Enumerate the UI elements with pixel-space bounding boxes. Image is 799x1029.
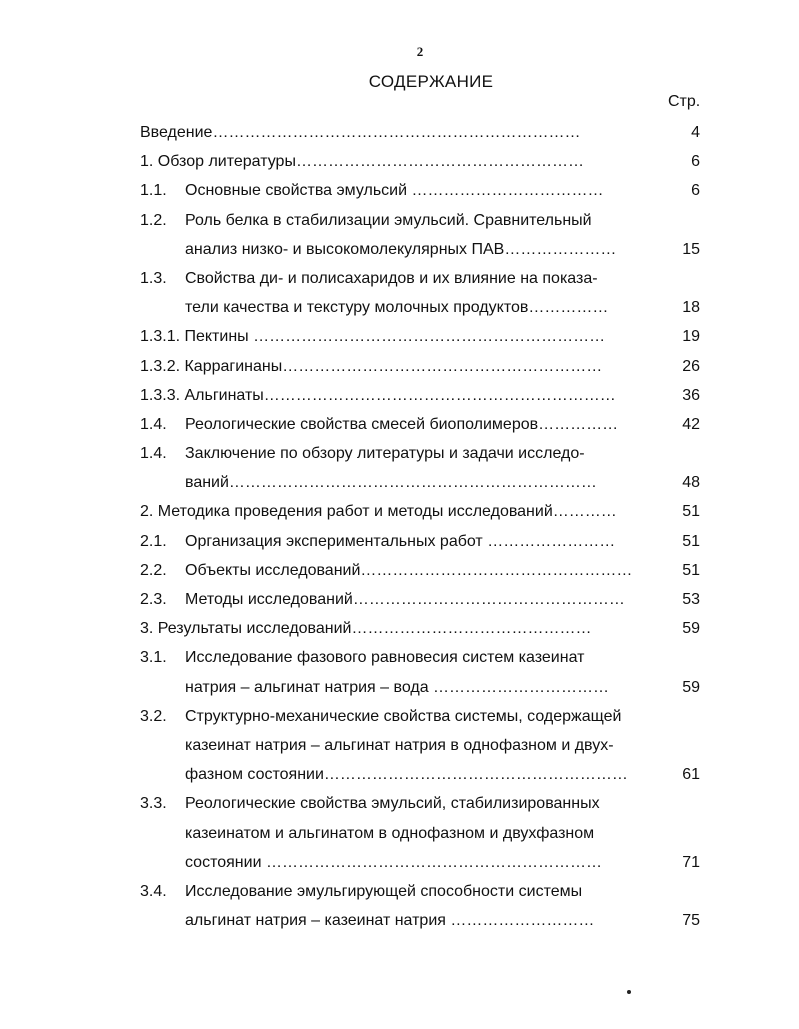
toc-entry-number: 2.3. [140,591,167,608]
toc-entry-text: 1.3.1. Пектины ………………………………………………………… [140,328,606,346]
toc-row [140,585,700,614]
toc-entry-text: ваний…………………………………………………………… [185,474,597,492]
toc-row [140,410,700,439]
toc-row [140,527,700,556]
toc-row [140,497,700,526]
toc-entry-text: казеинат натрия – альгинат натрия в однофазном и двух- [185,736,614,754]
toc-row [140,322,700,351]
toc-entry-number: 3.1. [140,649,167,667]
toc-row [140,760,700,789]
toc-row [140,673,700,702]
toc-entry-page: 51 [682,532,700,550]
toc-entry-page: 19 [682,328,700,346]
toc-entry-page: 48 [682,474,700,492]
toc-entry-page: 59 [682,678,700,696]
toc-entry-text: фазном состоянии………………………………………………… [185,766,628,784]
toc-entry-page: 71 [682,853,700,871]
toc-row [140,147,700,176]
toc-entry-text: 3. Результаты исследований……………………………………… [140,620,592,638]
toc-row [140,877,700,906]
toc-row [140,643,700,672]
toc-entry-text: Свойства ди- и полисахаридов и их влияние на показа- [185,269,598,287]
toc-entry-page: 26 [682,357,700,375]
toc-entry-number: 1.2. [140,211,167,229]
toc-entry-number: 1.1. [140,182,167,200]
toc-entry-text: Исследование фазового равновесия систем казеинат [185,649,585,667]
toc-row [140,614,700,643]
toc-entry-text: Исследование эмульгирующей способности системы [185,882,583,900]
toc-row [140,176,700,205]
toc-entry-text: Введение…………………………………………………………… [140,124,581,141]
toc-entry-number: 1.4. [140,445,167,463]
toc-entry-number: 3.3. [140,795,167,813]
toc-entry-page: 18 [682,299,700,317]
toc-row [140,118,700,147]
toc-entry-text: натрия – альгинат натрия – вода …………………………… [185,678,610,696]
toc-row [140,468,700,497]
toc-entry-text: Роль белка в стабилизации эмульсий. Сравнительный [185,211,592,229]
toc-row [140,293,700,322]
toc-row [140,556,700,585]
toc-entry-page: 59 [682,620,700,638]
page-column-header: Стр. [668,93,701,110]
toc-entry-page: 6 [691,153,700,171]
toc-entry-page: 51 [682,503,700,521]
toc-row [140,906,700,935]
toc-entry-text: 2. Методика проведения работ и методы исследований………… [140,503,617,521]
toc-entry-text: альгинат натрия – казеинат натрия ……………………… [185,912,595,930]
toc-entry-number: 1.3. [140,269,167,287]
toc-row [140,819,700,848]
toc-entry-page: 53 [682,591,700,608]
toc-row [140,206,700,235]
toc-entry-number: 2.2. [140,561,167,579]
toc-title: СОДЕРЖАНИЕ [368,72,494,91]
toc-entry-page: 61 [682,766,700,784]
toc-entry-text: 1.3.2. Каррагинаны…………………………………………………… [140,357,603,375]
toc-row [140,352,700,381]
toc-entry-text: тели качества и текстуру молочных продуктов…………… [185,299,609,317]
toc-entry-page: 75 [682,912,700,930]
toc-entry-page: 6 [691,182,700,200]
toc-row [140,848,700,877]
toc-entry-page: 51 [682,561,700,579]
toc-entry-text: 1.3.3. Альгинаты………………………………………………………… [140,386,616,404]
toc-row [140,439,700,468]
toc-entry-text: анализ низко- и высокомолекулярных ПАВ………………… [185,240,617,258]
toc-entry-text: Заключение по обзору литературы и задачи исследо- [185,445,585,463]
toc-entry-page: 15 [682,240,700,258]
toc-entry-number: 3.2. [140,707,167,725]
toc-entry-text: Основные свойства эмульсий ……………………………… [185,182,604,200]
toc-entry-text: Структурно-механические свойства системы, содержащей [185,707,622,725]
toc-row [140,789,700,818]
toc-row [140,235,700,264]
toc-entry-text: состоянии ……………………………………………………… [185,853,602,871]
toc-entry-text: Методы исследований…………………………………………… [185,591,625,608]
toc-entry-text: Реологические свойства смесей биополимеров…………… [185,415,619,433]
toc-row [140,264,700,293]
toc-entry-page: 36 [682,386,700,404]
toc-row [140,702,700,731]
toc-row [140,731,700,760]
table-of-contents [140,118,700,935]
toc-entry-number: 1.4. [140,415,167,433]
toc-entry-text: Реологические свойства эмульсий, стабилизированных [185,795,600,813]
toc-entry-text: Объекты исследований…………………………………………… [185,561,633,579]
page-number: 2 [416,44,424,59]
toc-row [140,381,700,410]
toc-entry-page: 42 [682,415,700,433]
toc-entry-text: 1. Обзор литературы……………………………………………… [140,153,584,171]
toc-entry-number: 3.4. [140,882,167,900]
scan-speck [627,990,631,994]
toc-entry-text: Организация экспериментальных работ …………………… [185,532,616,550]
toc-entry-number: 2.1. [140,532,167,550]
toc-entry-page: 4 [691,124,700,141]
toc-entry-text: казеинатом и альгинатом в однофазном и двухфазном [185,824,595,842]
